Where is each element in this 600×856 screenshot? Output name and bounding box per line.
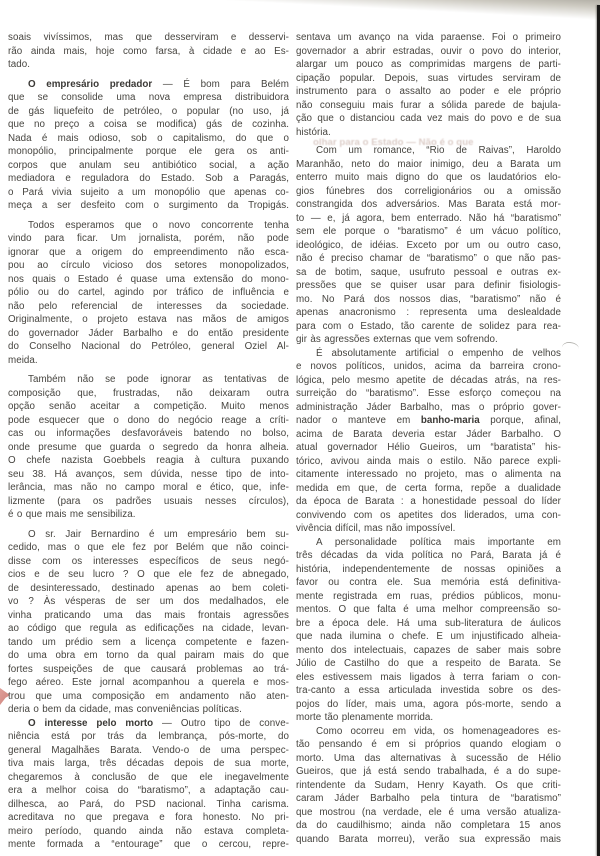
text-line: ignorar que a origem do empreendimento não esca- (8, 246, 289, 258)
scan-top-edge-shadow (0, 0, 600, 22)
text-line: sem ele porque o “baratismo” é um vácuo político, (296, 226, 561, 237)
text-line: vivência difícil, mas não impossível. (296, 523, 456, 534)
text-line: monopólio, principalmente porque ele gera os anti- (8, 146, 289, 157)
text-line: apenas anacronismo : representa uma deslealdade (296, 307, 561, 318)
text-line: de gás liquefeito de petróleo, o popular (no uso, já (8, 105, 289, 117)
ink-bleed-ghost-text: olhar para o Estado — Não é o que (313, 137, 474, 148)
text-line: cipação popular. Depois, suas virtudes serviram de (296, 72, 561, 84)
text-line: lógica, pelo mesmo apetite de décadas atrás, na res- (296, 374, 561, 386)
text-line: vindo para ficar. Um jornalista, porém, não pode (8, 233, 289, 244)
text-line: medida em que, de certa forma, repõe a dualidade (296, 482, 561, 494)
text-line: mentos. O que falta é uma melhor compreensão so- (296, 604, 561, 615)
text-line: não pelo referencial de interesses da sociedade. (8, 300, 289, 312)
text-line: O sr. Jair Bernardino é um empresário bem su- (28, 528, 289, 540)
text-line: Todos esperamos que o novo concorrente tenha (28, 219, 289, 231)
text-line: lizmente (para os padrões usuais nesses círculos), (8, 495, 289, 507)
text-line: trou que uma composição em andamento não aten- (8, 690, 289, 702)
text-line: Júlio de Castilho do que a respeito de Barata. Se (296, 658, 561, 669)
text-line: governador a abrir estradas, ouvir o povo do interior, (296, 45, 561, 57)
text-line: deria o bem da cidade, mas conveniências políticas. (8, 704, 242, 715)
text-line: acreditava no que pregava e fora honesto. No pri- (8, 812, 289, 823)
text-line: era a melhor coisa do “baratismo”, a adaptação cau- (8, 785, 289, 796)
text-line: Gueiros, que já está sendo trabalhada, é a do supe- (296, 766, 561, 777)
text-line: composição que, frustradas, não deixaram outra (8, 387, 289, 399)
text-line: e novos políticos, unidos, acima da barreira crono- (296, 361, 561, 372)
paragraph (296, 347, 561, 536)
text-line: quando Barata morreu), verão sua expressão mais (296, 833, 561, 845)
text-line: mente formada a “entourage” que o cercou, repre- (8, 839, 289, 850)
paragraph (8, 717, 289, 852)
text-line: gios fúnebres dos correligionários ou a omissão (296, 185, 561, 197)
text-line: O interesse pelo morto — Outro tipo de conve- (28, 717, 290, 729)
text-line: Como ocorreu em vida, os homenageadores es- (316, 725, 561, 737)
text-line: que nada ilumina o chefe. E um injustificado alheia- (296, 631, 561, 642)
text-line: enterro muito mais digno do que os laudatórios elo- (296, 172, 561, 183)
text-line: pojos do líder, mais uma, agora pós-morte, sendo a (296, 698, 561, 710)
text-line: Nada é mais odioso, sob o capitalismo, do que o (8, 132, 289, 144)
text-line: mo. No Pará dos nossos dias, “baratismo” não é (296, 293, 561, 305)
text-line: que mostrou (na verdade, ele é uma versão atualiza- (296, 806, 561, 818)
text-line: to — e, já agora, bem enterrado. Não há “baratismo” (296, 212, 561, 224)
text-line: do governador Jáder Barbalho e do então presidente (8, 327, 289, 339)
text-line: citamente interessado no projeto, mas o alimenta na (296, 469, 561, 480)
text-line: O chefe nazista Goebbels reagia à cultura puxando (8, 455, 289, 466)
text-line: atual governador Hélio Gueiros, um “baratista” his- (296, 442, 561, 453)
text-line: fego aéreo. Este jornal acompanhou a querela e mos- (8, 677, 289, 688)
text-line: seu 38. Há avanços, sem dúvida, nesse tipo de into- (8, 468, 289, 480)
text-line: constrangida dos adversários. Mas Barata está mor- (296, 199, 561, 210)
text-line: pressões que se quiser usar para definir fisiologis- (296, 280, 561, 291)
paragraph (8, 528, 289, 717)
text-column-left (8, 31, 289, 852)
text-line: o Pará vivia sujeito a um monopólio que apenas co- (8, 186, 289, 198)
text-line: morte tão plenamente morrida. (296, 712, 434, 723)
text-line: sa de botim, saque, usufruto pessoal e outras ex- (296, 266, 561, 278)
text-line: administração Jáder Barbalho, mas o próprio gover- (296, 401, 561, 413)
text-line: tando um prédio sem a licença competente e fazen- (8, 636, 289, 648)
text-line: pode esquecer que o dono do negócio reage a críti- (8, 414, 289, 426)
text-line: nador o manteve em banho-maria porque, afinal, (296, 415, 561, 426)
text-line: de desinteressado, destinado apenas ao bem coleti- (8, 582, 289, 594)
text-line: tado. (8, 59, 31, 70)
text-line: cedido, mas o que ele fez por Belém que não coinci- (8, 542, 289, 553)
text-line: alargar um pouco as comprimidas margens de parti- (296, 59, 561, 70)
text-line: mento dos intelectuais, capazes de saber mais sobre (296, 644, 561, 656)
text-line: caram Jáder Barbalho pela tintura de “baratismo” (296, 793, 561, 804)
paragraph (296, 31, 561, 139)
text-line: convivendo com os apetites dos liderados, uma con- (296, 509, 561, 521)
pencil-dash-mark (562, 341, 579, 349)
text-line: que se consolide uma nova empresa distribuidora (8, 92, 289, 103)
text-line: que no preço a coisa se modifica) gás de cozinha. (8, 119, 289, 130)
text-line: é o que mais me sensibiliza. (8, 509, 136, 520)
text-line: da época de Barata : a honestidade pessoal do líder (296, 496, 561, 507)
paragraph (8, 219, 289, 368)
text-line: para com o Estado, tão carente de solidez para rea- (296, 320, 561, 332)
text-line: eles estivessem mais ligados à terra fariam o con- (296, 671, 561, 683)
text-line: A personalidade política mais importante em (316, 536, 561, 548)
text-line: meida. (8, 354, 38, 366)
text-line: opção senão aceitar a competição. Muito menos (8, 401, 289, 412)
text-line: general Magalhães Barata. Vendo-o de uma perspec- (8, 744, 289, 756)
text-line: Maranhão, neto do maior inimigo, deu a Barata um (296, 158, 561, 170)
text-line: cas ou informações desfavoráveis batendo no bolso, (8, 428, 289, 439)
text-line: tiva mais larga, três décadas depois de sua morte, (8, 758, 289, 769)
text-line: meiro período, quando ainda não estava completa- (8, 825, 289, 837)
text-line: mente registrada em ruas, prédios públicos, monu- (296, 590, 561, 602)
text-line: Originalmente, o projeto estava nas mãos de amigos (8, 314, 289, 325)
text-line: ao código que regula as edificações na cidade, levan- (8, 623, 289, 634)
text-line: pou ao círculo vicioso dos setores monopolizados, (8, 260, 289, 271)
text-line: do Conselho Nacional do Petróleo, general Oziel Al- (8, 341, 289, 352)
text-line: soais vivíssimos, mas que desserviram e desservi- (8, 32, 289, 43)
text-line: ideológico, de idéias. Exceto por um ou outro caso, (296, 239, 561, 251)
text-line: mediadora e reguladora do Estado. Sob a Paragás, (8, 173, 289, 184)
paragraph (8, 31, 289, 72)
text-line: sentava um avanço na vida paraense. Foi o primeiro (296, 32, 561, 43)
paragraph (296, 144, 561, 347)
text-line: história. (296, 126, 331, 138)
text-line: Com um romance, “Rio de Raivas”, Haroldo (316, 145, 561, 156)
text-line: ção que o distanciou cada vez mais do povo e de sua (296, 113, 561, 124)
paragraph (296, 536, 561, 725)
text-line: onde presume que guarda o segredo da honra alheia. (8, 441, 289, 453)
text-line: não conseguiu mais furar a sólida parede de bajula- (296, 99, 561, 111)
text-line: dilhesca, ao Pará, do PSD nacional. Tinha carisma. (8, 798, 289, 810)
paragraph (8, 373, 289, 522)
text-line: O empresário predador — É bom para Belém (28, 78, 289, 90)
text-line: três décadas da vida política no Pará, Barata já é (296, 550, 561, 561)
text-line: Também não se pode ignorar as tentativas de (28, 374, 289, 385)
text-line: tra-canto a essa articulada investida sobre os des- (296, 685, 561, 696)
text-line: pólio ou do cartel, agindo por tráfico de influência e (8, 287, 289, 298)
text-line: É absolutamente artificial o empenho de velhos (316, 347, 561, 359)
text-line: rintendente da Sudam, Henry Kayath. Os que criti- (296, 779, 561, 791)
text-line: meça a ser desfeito com o surgimento da Tropigás. (8, 200, 289, 211)
text-line: chegaremos à conclusão de que ele inegavelmente (8, 771, 289, 783)
text-line: tão pensando é em si próprios quando elogiam o (296, 739, 561, 750)
text-line: disse com os interesses específicos de seus negó- (8, 555, 289, 567)
text-line: história, independentemente de nossas opiniões a (296, 563, 561, 575)
text-line: cios e de seu lucro ? O que ele fez de abnegado, (8, 569, 289, 580)
text-line: niência está por trás da lembrança, pós-morte, do (8, 731, 289, 742)
text-column-right (296, 31, 561, 846)
text-line: rão ainda mais, hoje como farsa, à cidade e ao Es- (8, 45, 289, 57)
paragraph (8, 78, 289, 213)
text-line: corpos que anulam seu antibiótico social, a ação (8, 159, 289, 171)
text-line: acima de Barata deveria estar Jáder Barbalho. O (296, 428, 561, 440)
text-line: do uma obra em torno da qual pairam mais do que (8, 650, 289, 661)
text-line: instrumento para o assalto ao poder e ele próprio (296, 86, 561, 97)
text-line: nos quais o Estado é quase uma extensão do mono- (8, 273, 289, 285)
text-line: não é preciso chamar de “baratismo” o que não pas- (296, 253, 561, 264)
paragraph (296, 725, 561, 847)
text-line: bre a época dele. Há uma sub-literatura de áulicos (296, 617, 561, 629)
text-line: vo ? Às vésperas de ser um dos medalhados, ele (8, 596, 289, 607)
text-line: fortes suspeições de que causará problemas ao trá- (8, 663, 289, 675)
text-line: lerância, mas não no campo moral e ético, que, infe- (8, 482, 289, 493)
text-line: vinha praticando uma das mais frontais agressões (8, 609, 289, 621)
text-line: da do caudilhismo; ainda não completara 15 anos (296, 820, 561, 831)
text-line: tórico, avivou ainda mais o estilo. Não parece expli- (296, 455, 561, 467)
text-line: favor ou contra ele. Sua memória está definitiva- (296, 577, 561, 588)
text-line: gir às agressões externas que vem sofrendo. (296, 334, 498, 345)
text-line: morto. Uma das alternativas à sucessão de Hélio (296, 752, 561, 764)
text-line: surreição do “baratismo”. Esse esforço começou na (296, 388, 561, 399)
